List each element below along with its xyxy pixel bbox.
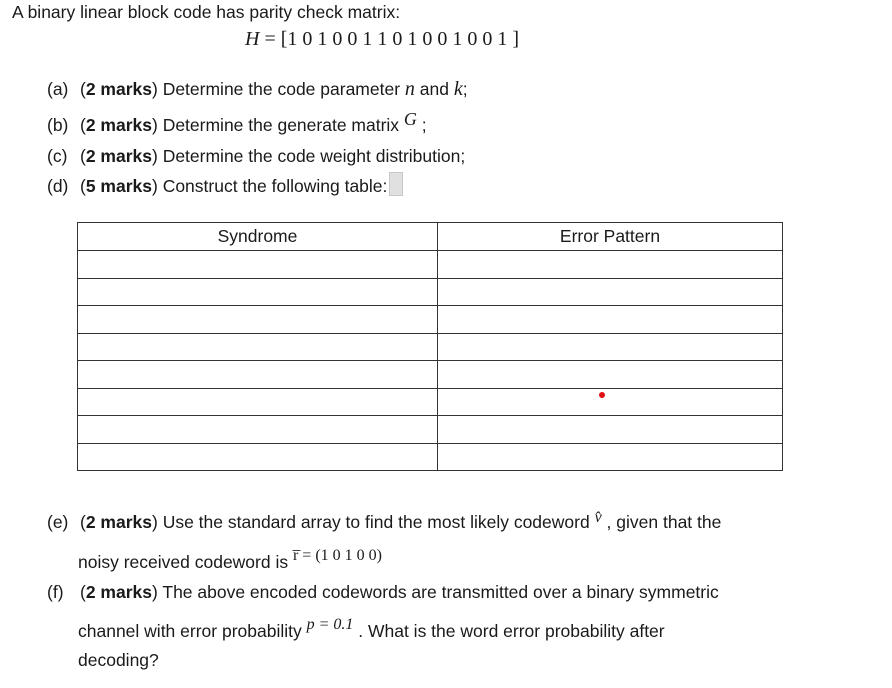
table-row [78,333,783,361]
cell-syndrome[interactable] [78,251,438,279]
table-row [78,251,783,279]
cell-syndrome[interactable] [78,361,438,389]
question-text: channel with error probability [78,621,307,641]
cell-syndrome[interactable] [78,306,438,334]
question-text: Use the standard array to find the most likely codeword [157,512,595,532]
question-e-line1: (e) (2 marks) Use the standard array to find the most likely codeword v̂ , given that the [47,509,722,532]
math-var-n: n [404,78,415,100]
header-error-pattern: Error Pattern [438,223,783,251]
question-label: (f) [47,582,64,602]
question-text-mid: and [414,79,454,99]
question-text-end: , given that the [601,512,722,532]
cell-syndrome[interactable] [78,333,438,361]
question-text: Determine the generate matrix [157,115,404,135]
question-label: (e) [47,512,69,532]
cell-syndrome[interactable] [78,416,438,444]
question-c: (c) (2 marks) Determine the code weight distribution; [47,146,466,166]
cell-syndrome[interactable] [78,278,438,306]
question-label: (b) [47,115,69,135]
question-text: The above encoded codewords are transmitted over a binary symmetric [157,582,719,602]
table-row [78,361,783,389]
question-f-line2 [78,616,665,642]
marks: 2 marks [85,146,152,166]
error-probability: p = 0.1 [306,616,354,633]
table-row [78,388,783,416]
header-syndrome: Syndrome [78,223,438,251]
cell-error-pattern[interactable] [438,278,783,306]
table-row [78,443,783,471]
text-cursor-placeholder [389,172,403,196]
question-text: Determine the code weight distribution; [157,146,466,166]
question-text-end: ; [416,115,427,135]
table-row [78,278,783,306]
table-header-row [78,223,783,251]
received-codeword: r̅ = (1 0 1 0 0) [292,547,382,564]
question-label: (c) [47,146,68,166]
question-label: (d) [47,176,69,196]
cell-error-pattern[interactable] [438,388,783,416]
question-text: noisy received codeword is [78,552,293,572]
math-var-v-hat: v̂ [594,509,602,526]
question-text-end: ; [462,79,468,99]
syndrome-table [77,222,783,471]
math-var-k: k [453,78,463,100]
question-e-line2 [78,547,382,573]
question-text: Determine the code parameter [157,79,405,99]
cell-error-pattern[interactable] [438,416,783,444]
question-text-end: . What is the word error probability after [353,621,665,641]
marks: 2 marks [85,79,152,99]
red-dot-marker [599,392,605,398]
math-var-g: G [403,109,417,129]
marks: 2 marks [85,512,152,532]
cell-error-pattern[interactable] [438,333,783,361]
table-row [78,306,783,334]
question-d: (d) (5 marks) Construct the following table: [47,172,403,197]
cell-error-pattern[interactable] [438,443,783,471]
table-row [78,416,783,444]
matrix-values: = [1 0 1 0 0 1 1 0 1 0 0 1 0 0 1 ] [259,28,520,50]
question-f-line1: (f) (2 marks) The above encoded codewords are transmitted over a binary symmetric [47,582,719,602]
cell-syndrome[interactable] [78,443,438,471]
intro-text: A binary linear block code has parity check matrix: [12,2,401,22]
cell-error-pattern[interactable] [438,361,783,389]
marks: 2 marks [85,582,152,602]
matrix-variable: H [245,28,260,50]
question-label: (a) [47,79,69,99]
cell-error-pattern[interactable] [438,306,783,334]
question-f-line3: decoding? [78,650,159,670]
question-text: Construct the following table: [157,176,388,196]
question-b: (b) (2 marks) Determine the generate matrix G ; [47,109,427,135]
cell-syndrome[interactable] [78,388,438,416]
question-a: (a) (2 marks) Determine the code parameter n and k; [47,78,468,100]
parity-check-matrix [245,28,519,51]
marks: 5 marks [85,176,152,196]
cell-error-pattern[interactable] [438,251,783,279]
marks: 2 marks [85,115,152,135]
